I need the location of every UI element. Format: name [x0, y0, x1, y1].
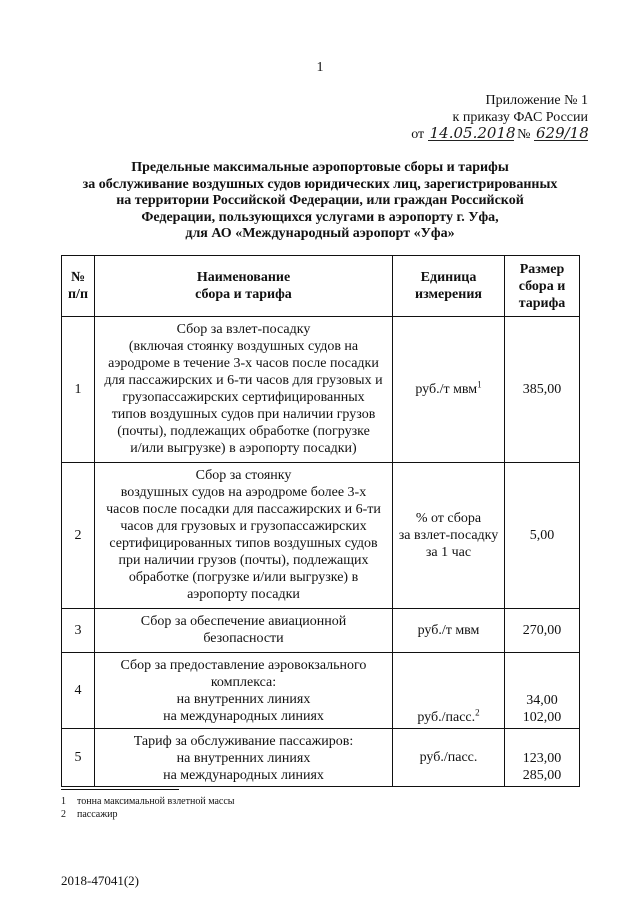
row-value: 34,00 102,00 [505, 653, 580, 729]
row-unit: руб./пасс.$^2$ [393, 653, 505, 729]
title-line: за обслуживание воздушных судов юридических лиц, зарегистрированных [82, 176, 558, 192]
row-unit: руб./т мвм [393, 609, 505, 653]
row-unit: руб./пасс. [393, 729, 505, 787]
row-num: 5 [62, 729, 95, 787]
table-row [62, 653, 580, 729]
appendix-order-ref: к приказу ФАС России [452, 110, 588, 125]
tariffs-table [61, 255, 580, 787]
header-value: Размер сбора и тарифа [505, 256, 580, 317]
table-row [62, 463, 580, 609]
footnote-ref: 2 [475, 707, 480, 718]
footnote-divider [61, 789, 179, 790]
title-line: Федерации, пользующихся услугами в аэропорту г. Уфа, [141, 209, 499, 225]
row-num: 3 [62, 609, 95, 653]
table-row [62, 609, 580, 653]
page-number: 1 [316, 60, 324, 75]
table-row [62, 729, 580, 787]
row-name: Тариф за обслуживание пассажиров: на внутренних линиях на международных линиях [95, 729, 393, 787]
row-value: 270,00 [505, 609, 580, 653]
appendix-block [398, 92, 588, 143]
table-row [62, 317, 580, 463]
row-num: 1 [62, 317, 95, 463]
row-unit: % от сбора за взлет-посадку за 1 час [393, 463, 505, 609]
appendix-title: Приложение № 1 [485, 93, 588, 108]
row-value: 385,00 [505, 317, 580, 463]
appendix-date-number [398, 126, 588, 143]
number-label: № [517, 127, 531, 142]
row-value: 123,00 285,00 [505, 729, 580, 787]
row-name: Сбор за стоянку воздушных судов на аэродроме более 3-х часов после посадки для пассажирских и 6-ти часов для грузовых и грузопассажирских сертифицированных типов воздушных судов при наличии грузов (почты), подлежащих обработке (погрузке и/или выгрузке) в аэропорту посадки [95, 463, 393, 609]
footnote-ref: 1 [477, 379, 482, 390]
title-line: на территории Российской Федерации, или граждан Российской [116, 193, 524, 208]
footnote: 2 пассажир [61, 809, 118, 820]
document-title [50, 160, 590, 243]
footnote: 1 тонна максимальной взлетной массы [61, 796, 235, 807]
footnotes [61, 795, 235, 821]
row-unit: руб./т мвм$^1$ [393, 317, 505, 463]
handwritten-date: 14.05.2018 [429, 124, 516, 142]
document-code: 2018-47041(2) [61, 873, 139, 888]
table-header-row [62, 256, 580, 317]
header-unit: Единица измерения [393, 256, 505, 317]
title-line: для АО «Международный аэропорт «Уфа» [185, 226, 455, 241]
header-num: № п/п [62, 256, 95, 317]
row-num: 4 [62, 653, 95, 729]
handwritten-number: 629/18 [536, 124, 589, 142]
row-value: 5,00 [505, 463, 580, 609]
row-name: Сбор за предоставление аэровокзального комплекса: на внутренних линиях на международных линиях [95, 653, 393, 729]
title-line: Предельные максимальные аэропортовые сборы и тарифы [131, 160, 509, 175]
row-name: Сбор за взлет-посадку (включая стоянку воздушных судов на аэродроме в течение 3-х часов после посадки для пассажирских и 6-ти часов для грузовых и грузопассажирских сертифицированных типов воздушных судов при наличии грузов (почты), подлежащих обработке (погрузке и/или выгрузке) в аэропорту посадки) [95, 317, 393, 463]
row-num: 2 [62, 463, 95, 609]
from-label: от [411, 127, 425, 142]
header-name: Наименование сбора и тарифа [95, 256, 393, 317]
row-name: Сбор за обеспечение авиационной безопасности [95, 609, 393, 653]
